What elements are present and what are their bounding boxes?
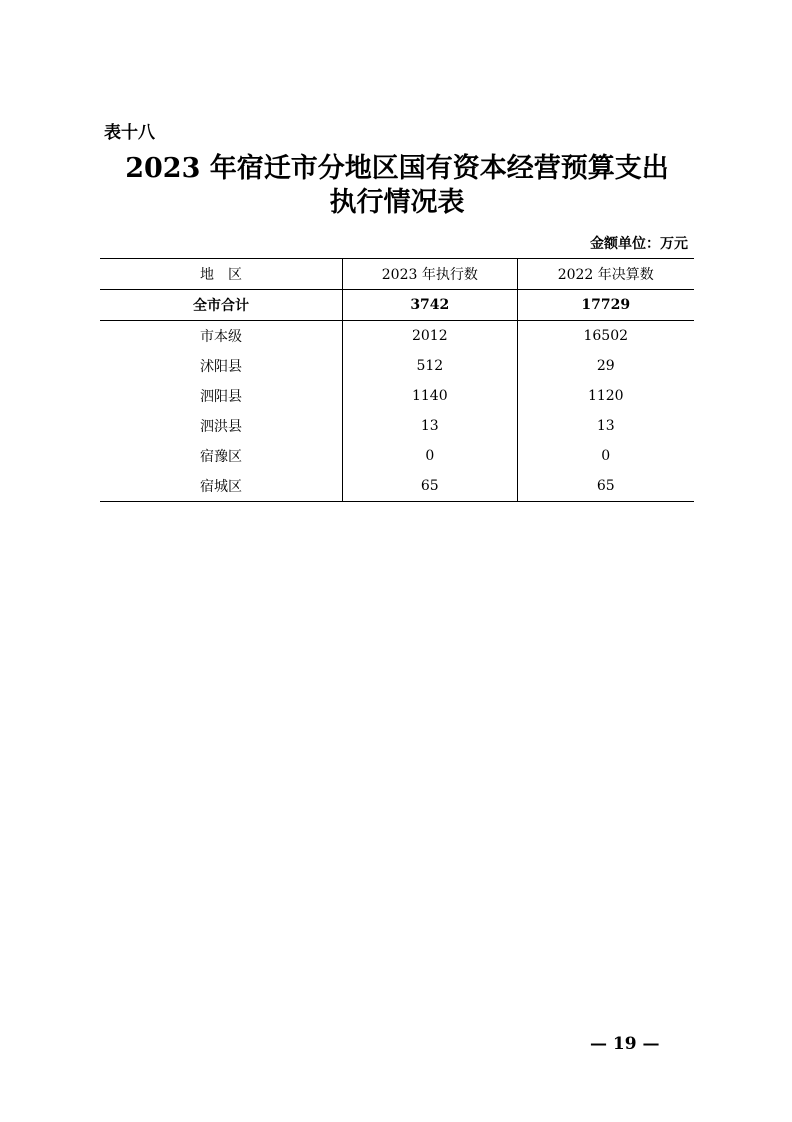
cell-final-2022: 16502 [517, 321, 694, 352]
table-label: 表十八 [104, 123, 155, 143]
table-row [100, 411, 694, 441]
cell-final-2022: 29 [517, 351, 694, 381]
header-final-2022: 2022 年决算数 [517, 259, 694, 290]
cell-exec-2023: 2012 [343, 321, 517, 352]
cell-exec-2023: 1140 [343, 381, 517, 411]
cell-region: 宿豫区 [200, 449, 243, 465]
total-exec-2023: 3742 [343, 290, 517, 321]
unit-note: 金额单位：万元 [590, 236, 688, 252]
cell-region: 泗洪县 [200, 419, 243, 435]
cell-exec-2023: 0 [343, 441, 517, 471]
table-header-row [100, 259, 694, 290]
header-exec-2023: 2023 年执行数 [343, 259, 517, 290]
header-region: 地 区 [200, 267, 243, 283]
cell-region: 泗阳县 [200, 389, 243, 405]
cell-region: 宿城区 [200, 479, 243, 495]
cell-final-2022: 13 [517, 411, 694, 441]
table-row [100, 441, 694, 471]
cell-region: 沭阳县 [200, 359, 243, 375]
budget-table [100, 258, 694, 502]
cell-exec-2023: 13 [343, 411, 517, 441]
total-region: 全市合计 [100, 290, 343, 321]
cell-final-2022: 0 [517, 441, 694, 471]
table-row-total [100, 290, 694, 321]
table-row [100, 381, 694, 411]
page-title-line1: 2023 年宿迁市分地区国有资本经营预算支出 [125, 153, 669, 184]
cell-exec-2023: 65 [343, 471, 517, 502]
cell-final-2022: 1120 [517, 381, 694, 411]
table-row [100, 471, 694, 502]
cell-exec-2023: 512 [343, 351, 517, 381]
table-row [100, 351, 694, 381]
cell-final-2022: 65 [517, 471, 694, 502]
page-title-line2: 执行情况表 [329, 187, 465, 218]
total-final-2022: 17729 [517, 290, 694, 321]
table-row [100, 321, 694, 352]
cell-region: 市本级 [200, 329, 243, 345]
page-number: — 19 — [590, 1034, 660, 1054]
